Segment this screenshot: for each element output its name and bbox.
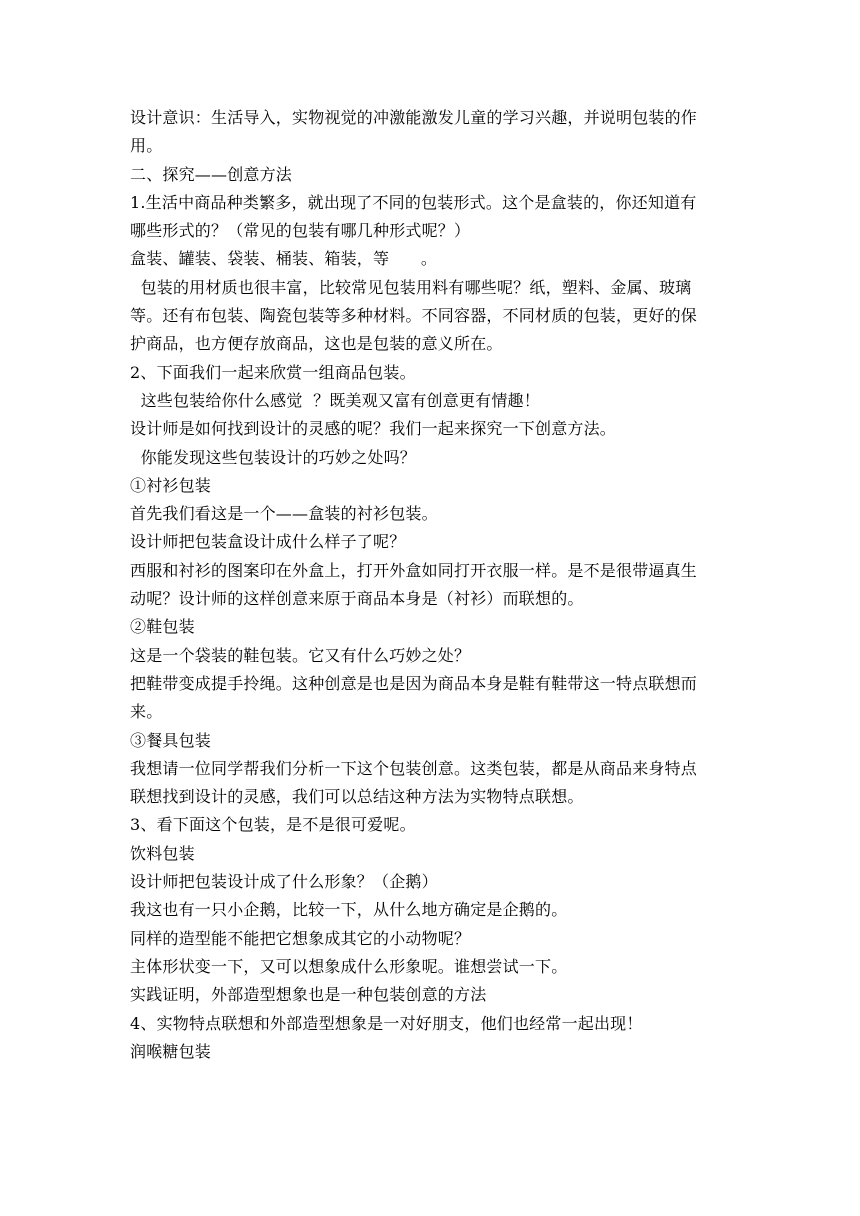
text-line: 设计师把包装盒设计成什么样子了呢？ [130,532,406,552]
text-line: 2、下面我们一起来欣赏一组商品包装。 [130,362,416,382]
text-line: 实践证明，外部造型想象也是一种包装创意的方法 [130,985,487,1005]
text-line: 盒装、罐装、袋装、桶装、箱装，等 。 [130,249,438,269]
text-line: 我这也有一只小企鹅，比较一下，从什么地方确定是企鹅的。 [130,900,568,920]
subsection-heading: 润喉糖包装 [130,1041,212,1061]
text-line: 护商品，也方便存放商品，这也是包装的意义所在。 [130,334,503,354]
text-line: 我想请一位同学帮我们分析一下这个包装创意。这类包装，都是从商品来身特点 [130,758,698,778]
text-line: 4、实物特点联想和外部造型想象是一对好朋支，他们也经常一起出现！ [130,1013,643,1033]
text-line: 把鞋带变成提手拎绳。这种创意是也是因为商品本身是鞋有鞋带这一特点联想而 [130,673,698,693]
text-line: 用。 [130,136,163,156]
text-line: 首先我们看这是一个——盒装的衬衫包装。 [130,504,438,524]
text-line: 1.生活中商品种类繁多，就出现了不同的包装形式。这个是盒装的，你还知道有 [130,192,697,212]
subsection-heading: ③餐具包装 [130,730,212,750]
text-line: 包装的用材质也很丰富，比较常见包装用料有哪些呢？纸，塑料、金属、玻璃 [130,277,692,297]
text-line: 联想找到设计的灵感，我们可以总结这种方法为实物特点联想。 [130,787,584,807]
document-body [130,104,732,1066]
text-line: 设计师是如何找到设计的灵感的呢？我们一起来探究一下创意方法。 [130,419,617,439]
text-line: 来。 [130,702,163,722]
text-line: 动呢？设计师的这样创意来原于商品本身是（衬衫）而联想的。 [130,589,584,609]
text-line: 设计师把包装设计成了什么形象？（企鹅） [130,872,438,892]
text-line: 3、看下面这个包装，是不是很可爱呢。 [130,815,416,835]
subsection-heading: 饮料包装 [130,843,195,863]
text-line: 你能发现这些包装设计的巧妙之处吗？ [130,447,416,467]
text-line: 设计意识：生活导入，实物视觉的冲激能激发儿童的学习兴趣，并说明包装的作 [130,108,698,127]
text-line: 等。还有布包装、陶瓷包装等多种材料。不同容器，不同材质的包装，更好的保 [130,306,698,326]
text-line: 这些包装给你什么感觉 ？既美观又富有创意更有情趣！ [130,390,540,410]
text-line: 西服和衬衫的图案印在外盒上，打开外盒如同打开衣服一样。是不是很带逼真生 [130,560,698,580]
text-line: 主体形状变一下，又可以想象成什么形象呢。谁想尝试一下。 [130,956,568,976]
text-line: 这是一个袋装的鞋包装。它又有什么巧妙之处？ [130,645,471,665]
subsection-heading: ①衬衫包装 [130,475,212,495]
section-heading: 二、探究——创意方法 [130,164,293,184]
text-line: 哪些形式的？（常见的包装有哪几种形式呢？） [130,221,471,241]
text-line: 同样的造型能不能把它想象成其它的小动物呢？ [130,928,471,948]
subsection-heading: ②鞋包装 [130,617,195,637]
